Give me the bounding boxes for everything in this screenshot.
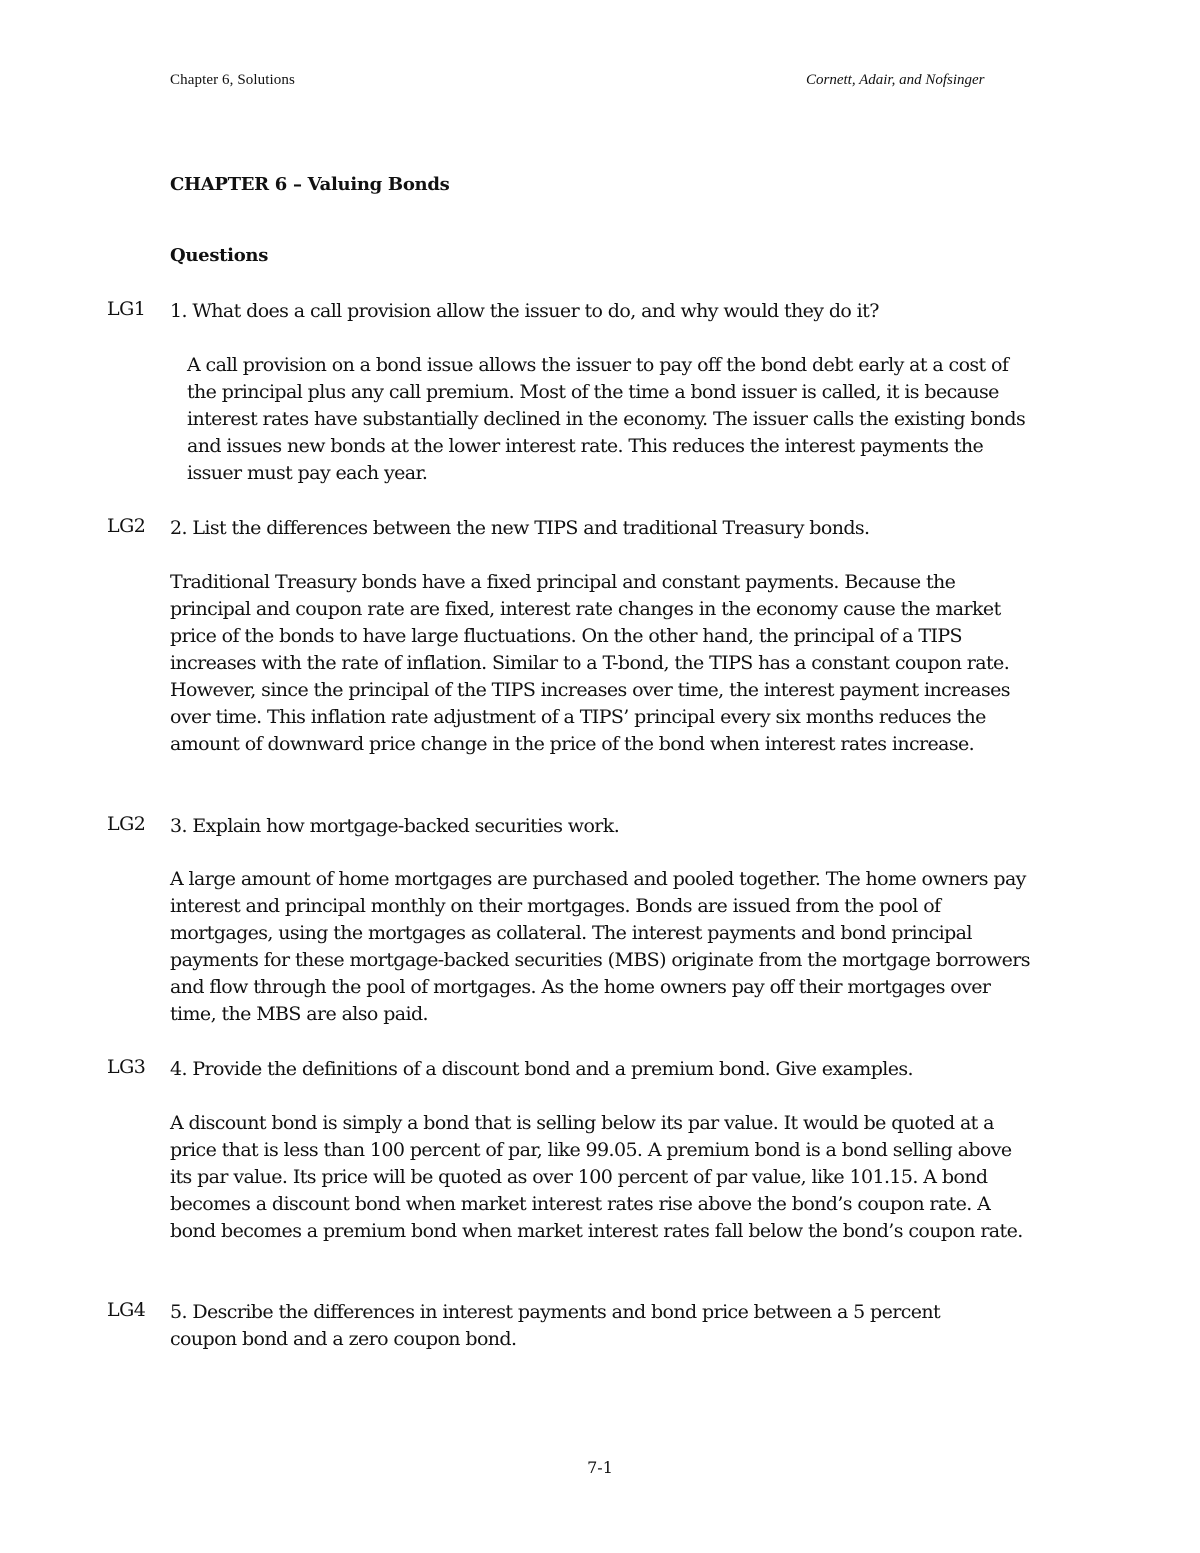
chapter-title: CHAPTER 6 – Valuing Bonds	[170, 174, 450, 195]
header-chapter: Chapter 6, Solutions	[170, 72, 295, 88]
question-text: 5. Describe the differences in interest payments and bond price between a 5 percent coupon bond and a zero coupon bond.	[170, 1301, 941, 1350]
page-number: 7-1	[587, 1458, 613, 1477]
learning-goal-label: LG2	[107, 813, 146, 835]
learning-goal-label: LG2	[107, 515, 146, 537]
section-title: Questions	[170, 245, 269, 266]
question-text: 2. List the differences between the new TIPS and traditional Treasury bonds.	[170, 517, 870, 539]
learning-goal-label: LG4	[107, 1299, 146, 1321]
answer-text: A discount bond is simply a bond that is selling below its par value. It would be quoted at a price that is less than 100 percent of par, like 99.05. A premium bond is a bond selling above its par value. Its price will be quoted as over 100 percent of par value, like 101.15. A bond becomes a discount bond when market interest rates rise above the bond’s coupon rate. A bond becomes a premium bond when market interest rates fall below the bond’s coupon rate.	[170, 1112, 1023, 1242]
answer-text: A large amount of home mortgages are purchased and pooled together. The home owners pay interest and principal monthly on their mortgages. Bonds are issued from the pool of mortgages, using the mortgages as collateral. The interest payments and bond principal payments for these mortgage-backed securities (MBS) originate from the mortgage borrowers and flow through the pool of mortgages. As the home owners pay off their mortgages over time, the MBS are also paid.	[170, 868, 1030, 1025]
answer-text: A call provision on a bond issue allows the issuer to pay off the bond debt early at a cost of the principal plus any call premium. Most of the time a bond issuer is called, it is because interest rates have substantially declined in the economy. The issuer calls the existing bonds and issues new bonds at the lower interest rate. This reduces the interest payments the issuer must pay each year.	[187, 354, 1026, 484]
question-text: 1. What does a call provision allow the issuer to do, and why would they do it?	[170, 300, 879, 322]
learning-goal-label: LG1	[107, 298, 146, 320]
question-text: 3. Explain how mortgage-backed securities work.	[170, 815, 620, 837]
header-authors: Cornett, Adair, and Nofsinger	[806, 72, 985, 88]
question-text: 4. Provide the definitions of a discount bond and a premium bond. Give examples.	[170, 1058, 913, 1080]
learning-goal-label: LG3	[107, 1056, 146, 1078]
answer-text: Traditional Treasury bonds have a fixed principal and constant payments. Because the principal and coupon rate are fixed, interest rate changes in the economy cause the market price of the bonds to have large fluctuations. On the other hand, the principal of a TIPS increases with the rate of inflation. Similar to a T-bond, the TIPS has a constant coupon rate. However, since the principal of the TIPS increases over time, the interest payment increases over time. This inflation rate adjustment of a TIPS’ principal every six months reduces the amount of downward price change in the price of the bond when interest rates increase.	[170, 571, 1010, 755]
